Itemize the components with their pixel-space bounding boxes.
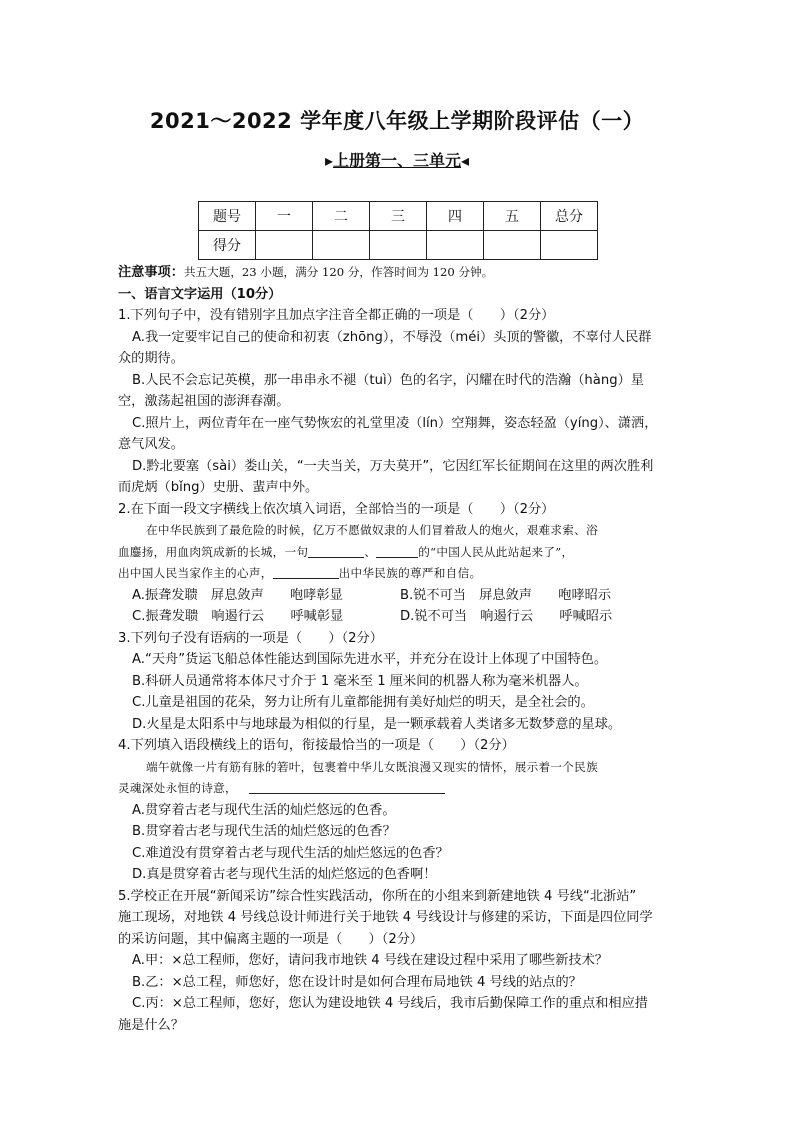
score-cell: 总分 [541,202,598,231]
q2-stem: 2.在下面一段文字横线上依次填入词语，全部恰当的一项是（ ）（2分） [118,501,555,517]
q3-option: B.科研人员通常将本体尺寸介于 1 毫米至 1 厘米间的机器人称为毫米机器人。 [132,673,588,689]
fill-blank[interactable] [308,543,364,558]
q2-passage-text: 出中华民族的尊严和自信。 [338,566,482,580]
right-arrow-icon: ◂ [461,151,470,170]
q4-passage-text: 灵魂深处永恒的诗意， [118,781,237,795]
q2-option: D.锐不可当 响遏行云 呼喊昭示 [400,609,613,624]
score-table-header-row [199,202,598,231]
score-cell [427,231,484,260]
score-cell: 四 [427,202,484,231]
q5-option: B.乙：×总工程，师您好，您在设计时是如何合理布局地铁 4 号线的站点的？ [132,974,582,990]
q4-option: C.难道没有贯穿着古老与现代生活的灿烂悠远的色香？ [132,845,449,861]
q1-line: 众的期待。 [118,351,184,366]
q1-line: B.人民不会忘记英模，那一串串永不褪（tuì）色的名字，闪耀在时代的浩瀚（hàng）星 [132,372,644,388]
q1-line: 而虎炳（bǐng）史册、蜚声中外。 [118,480,319,495]
q5-option: C.丙：×总工程师，您好，您认为建设地铁 4 号线后，我市后勤保障工作的重点和相应措 [132,996,648,1011]
q3-stem: 3.下列句子没有语病的一项是（ ）（2分） [118,630,383,646]
score-cell: 得分 [199,231,256,260]
score-cell [541,231,598,260]
notes-text: 共五大题，23 小题，满分 120 分，作答时间为 120 分钟。 [183,265,494,279]
q1-line: C.照片上，两位青年在一座气势恢宏的礼堂里凌（lín）空翔舞，姿态轻盈（yíng）、潇洒， [132,415,658,431]
q2-options-row [118,585,678,607]
q1-line: 空，激荡起祖国的澎湃春潮。 [118,394,290,409]
q4-passage-line [118,778,678,800]
q2-passage-text: 血鏖扬，用血肉筑成新的长城，一句 [118,544,309,559]
score-cell: 一 [256,202,313,231]
score-cell: 五 [484,202,541,231]
score-table-value-row [199,231,598,260]
exam-body [118,262,678,1036]
score-cell [370,231,427,260]
q5-option: A.甲：×总工程师，您好，请问我市地铁 4 号线在建设过程中采用了哪些新技术？ [132,953,608,968]
q2-passage-line [118,542,678,564]
q4-option: A.贯穿着古老与现代生活的灿烂悠远的色香。 [132,802,396,818]
score-cell: 二 [313,202,370,231]
score-table [198,201,598,260]
q2-option: A.振聋发聩 屏息敛声 咆哮彰显 [132,587,343,603]
exam-title: 2021～2022 学年度八年级上学期阶段评估（一） [149,109,645,133]
score-cell: 三 [370,202,427,231]
q2-option: C.振聋发聩 响遏行云 呼喊彰显 [132,609,344,624]
q2-passage-line [118,563,678,585]
score-cell: 题号 [199,202,256,231]
score-cell [313,231,370,260]
q1-line: A.我一定要牢记自己的使命和初衷（zhōng），不辱没（méi）头顶的警徽，不辜付人民群 [132,329,652,345]
q3-option: D.火星是太阳系中与地球最为相似的行星，是一颗承载着人类诸多无数梦意的星球。 [132,716,622,732]
score-cell [484,231,541,260]
q5-stem-line: 5.学校正在开展“新闻采访”综合性实践活动，你所在的小组来到新建地铁 4 号线“北浙站” [118,888,637,904]
q4-option: B.贯穿着古老与现代生活的灿烂悠远的色香？ [132,824,396,839]
q4-passage-line: 端午就像一片有筋有脉的箬叶，包裹着中华儿女既浪漫又现实的情怀，展示着一个民族 [146,759,598,774]
q4-stem: 4.下列填入语段横线上的语句，衔接最恰当的一项是（ ）（2分） [118,738,515,753]
q3-option: A.“天舟”货运飞船总体性能达到国际先进水平，并充分在设计上体现了中国特色。 [132,652,608,667]
fill-blank[interactable] [249,779,445,794]
q4-option: D.真是贯穿着古老与现代生活的灿烂悠远的色香啊！ [132,867,437,882]
subtitle-text: 上册第一、三单元 [332,151,461,170]
q1-stem: 1.下列句子中，没有错别字且加点字注音全都正确的一项是（ ）（2分） [118,308,555,323]
q1-line: 意气风发。 [118,437,184,452]
q5-option: 施是什么？ [118,1017,184,1033]
q2-option: B.锐不可当 屏息敛声 咆哮昭示 [400,587,612,603]
section-heading: 一、语言文字运用（10分） [118,286,282,302]
q2-options-row [118,606,678,628]
q3-option: C.儿童是祖国的花朵，努力让所有儿童都能拥有美好灿烂的明天，是全社会的。 [132,695,594,710]
q5-stem-line: 施工现场，对地铁 4 号线总设计师进行关于地铁 4 号线设计与修建的采访，下面是四位同学 [118,910,653,925]
q2-passage-text: 出中国人民当家作主的心声， [118,566,273,580]
q2-passage-text: 的“中国人民从此站起来了”， [418,544,574,559]
fill-blank[interactable] [273,564,339,579]
fill-blank[interactable] [376,543,418,558]
q2-passage-line: 在中华民族到了最危险的时候，亿万不愿做奴隶的人们冒着敌人的炮火，艰难求索、浴 [146,523,598,537]
q5-stem-line: 的采访问题，其中偏离主题的一项是（ ）（2分） [118,931,424,947]
notes-label: 注意事项： [118,265,184,280]
left-arrow-icon: ▸ [324,151,333,170]
q1-line: D.黔北要塞（sài）娄山关，“一夫当关，万夫莫开”，它因红军长征期间在这里的两次胜利 [132,458,654,474]
q2-passage-text: 、 [364,544,377,559]
score-cell [256,231,313,260]
exam-subtitle [0,148,794,171]
notes [118,262,678,284]
